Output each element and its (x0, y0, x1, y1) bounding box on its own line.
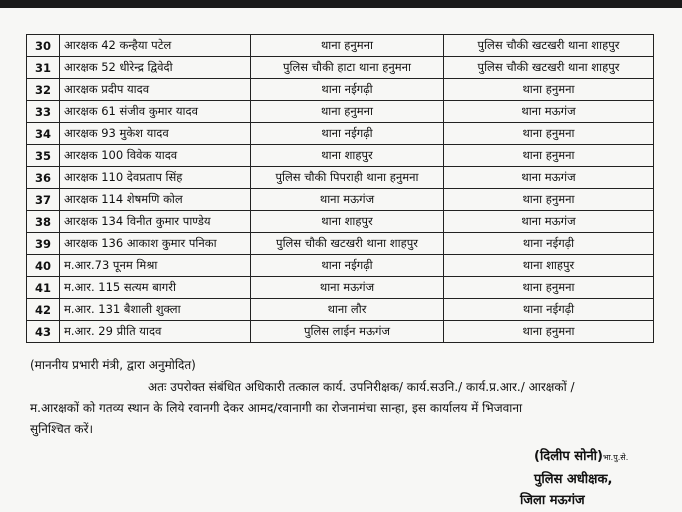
employee-name-cell: आरक्षक 93 मुकेश यादव (60, 123, 251, 145)
new-posting-cell: थाना नईगढ़ी (444, 233, 654, 255)
serial-number-cell: 36 (27, 167, 60, 189)
new-posting-cell: थाना हनुमना (444, 145, 654, 167)
employee-name-cell: आरक्षक 42 कन्हैया पटेल (60, 35, 251, 57)
serial-number-cell: 35 (27, 145, 60, 167)
new-posting-cell: थाना मऊगंज (444, 211, 654, 233)
table-row (27, 277, 654, 299)
new-posting-cell: थाना हनुमना (444, 79, 654, 101)
table-row (27, 321, 654, 343)
serial-number-cell: 31 (27, 57, 60, 79)
current-posting-cell: थाना शाहपुर (251, 211, 444, 233)
table-row (27, 167, 654, 189)
serial-number-cell: 42 (27, 299, 60, 321)
current-posting-cell: थाना शाहपुर (251, 145, 444, 167)
current-posting-cell: थाना मऊगंज (251, 189, 444, 211)
serial-number-cell: 34 (27, 123, 60, 145)
serial-number-cell: 39 (27, 233, 60, 255)
new-posting-cell: थाना हनुमना (444, 321, 654, 343)
new-posting-cell: थाना हनुमना (444, 189, 654, 211)
signatory-name-line (534, 446, 628, 464)
order-text-line-2: म.आरक्षकों को गतव्य स्थान के लिये रवानगी देकर आमद/रवानागी का रोजनामंचा सान्हा, इस कार्यालय में भिजवाना (30, 401, 523, 415)
table-row (27, 233, 654, 255)
order-text-line-1: अतः उपरोक्त संबंधित अधिकारी तत्काल कार्य. उपनिरीक्षक/ कार्य.सउनि./ कार्य.प्र.आर./ आरक्षकों / (148, 380, 575, 394)
signatory-name: (दिलीप सोनी) (534, 449, 603, 464)
table-row (27, 35, 654, 57)
employee-name-cell: आरक्षक प्रदीप यादव (60, 79, 251, 101)
serial-number-cell: 30 (27, 35, 60, 57)
employee-name-cell: आरक्षक 100 विवेक यादव (60, 145, 251, 167)
employee-name-cell: आरक्षक 114 शेषमणि कोल (60, 189, 251, 211)
serial-number-cell: 40 (27, 255, 60, 277)
current-posting-cell: पुलिस लाईन मऊगंज (251, 321, 444, 343)
current-posting-cell: थाना नईगढ़ी (251, 79, 444, 101)
new-posting-cell: थाना मऊगंज (444, 167, 654, 189)
current-posting-cell: पुलिस चौकी खटखरी थाना शाहपुर (251, 233, 444, 255)
approval-note: (माननीय प्रभारी मंत्री, द्वारा अनुमोदित) (30, 358, 196, 372)
table-row (27, 57, 654, 79)
new-posting-cell: पुलिस चौकी खटखरी थाना शाहपुर (444, 35, 654, 57)
new-posting-cell: पुलिस चौकी खटखरी थाना शाहपुर (444, 57, 654, 79)
current-posting-cell: थाना मऊगंज (251, 277, 444, 299)
signatory-service: भा.पु.से. (602, 453, 629, 462)
employee-name-cell: आरक्षक 52 धीरेन्द्र द्विवेदी (60, 57, 251, 79)
new-posting-cell: थाना हनुमना (444, 123, 654, 145)
new-posting-cell: थाना हनुमना (444, 277, 654, 299)
current-posting-cell: पुलिस चौकी हाटा थाना हनुमना (251, 57, 444, 79)
table-row (27, 299, 654, 321)
table-row (27, 123, 654, 145)
new-posting-cell: थाना नईगढ़ी (444, 299, 654, 321)
employee-name-cell: आरक्षक 134 विनीत कुमार पाण्डेय (60, 211, 251, 233)
table-row (27, 211, 654, 233)
employee-name-cell: म.आर. 131 बैशाली शुक्ला (60, 299, 251, 321)
signatory-district: जिला मऊगंज (520, 493, 585, 508)
current-posting-cell: थाना हनुमना (251, 35, 444, 57)
table-row (27, 145, 654, 167)
current-posting-cell: थाना नईगढ़ी (251, 255, 444, 277)
table-row (27, 255, 654, 277)
serial-number-cell: 37 (27, 189, 60, 211)
serial-number-cell: 32 (27, 79, 60, 101)
transfer-table-body (27, 35, 654, 343)
current-posting-cell: पुलिस चौकी पिपराही थाना हनुमना (251, 167, 444, 189)
employee-name-cell: म.आर. 29 प्रीति यादव (60, 321, 251, 343)
new-posting-cell: थाना शाहपुर (444, 255, 654, 277)
table-row (27, 101, 654, 123)
top-edge-bar (0, 0, 682, 8)
transfer-table (26, 34, 654, 343)
current-posting-cell: थाना नईगढ़ी (251, 123, 444, 145)
current-posting-cell: थाना लौर (251, 299, 444, 321)
order-text-line-3: सुनिश्चित करें। (30, 422, 94, 436)
signatory-designation: पुलिस अधीक्षक, (534, 472, 613, 487)
employee-name-cell: आरक्षक 136 आकाश कुमार पनिका (60, 233, 251, 255)
new-posting-cell: थाना मऊगंज (444, 101, 654, 123)
serial-number-cell: 41 (27, 277, 60, 299)
table-row (27, 79, 654, 101)
employee-name-cell: आरक्षक 61 संजीव कुमार यादव (60, 101, 251, 123)
serial-number-cell: 38 (27, 211, 60, 233)
serial-number-cell: 43 (27, 321, 60, 343)
serial-number-cell: 33 (27, 101, 60, 123)
employee-name-cell: म.आर. 115 सत्यम बागरी (60, 277, 251, 299)
employee-name-cell: आरक्षक 110 देवप्रताप सिंह (60, 167, 251, 189)
current-posting-cell: थाना हनुमना (251, 101, 444, 123)
table-row (27, 189, 654, 211)
employee-name-cell: म.आर.73 पूनम मिश्रा (60, 255, 251, 277)
